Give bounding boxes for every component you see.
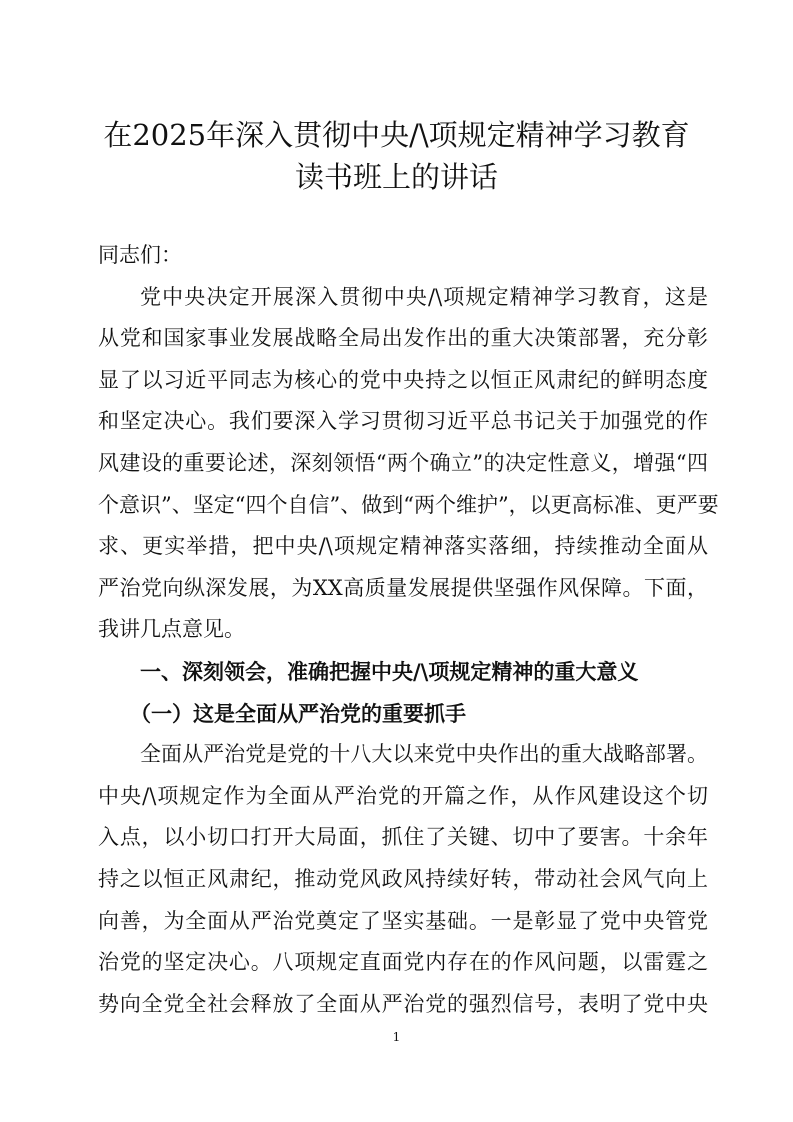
body-line: 和坚定决心。我们要深入学习贯彻习近平总书记关于加强党的作 <box>98 409 708 434</box>
body-line: 持之以恒正风肃纪，推动党风政风持续好转，带动社会风气向上 <box>98 866 708 891</box>
body-line: 入点，以小切口打开大局面，抓住了关键、切中了要害。十余年 <box>98 825 708 850</box>
section-heading: 一、深刻领会，准确把握中央/\项规定精神的重大意义 <box>140 658 639 684</box>
body-line: 向善，为全面从严治党奠定了坚实基础。一是彰显了党中央管党 <box>98 908 708 933</box>
document-title-line-2: 读书班上的讲话 <box>294 160 498 194</box>
body-line: 严治党向纵深发展，为XX高质量发展提供坚强作风保障。下面， <box>98 575 708 600</box>
body-line: 我讲几点意见。 <box>98 617 245 642</box>
body-line: 从党和国家事业发展战略全局出发作出的重大决策部署，充分彰 <box>98 326 708 351</box>
document-title-line-1: 在2025年深入贯彻中央/\项规定精神学习教育 <box>103 118 690 152</box>
document-body <box>98 235 719 1025</box>
body-line: 势向全党全社会释放了全面从严治党的强烈信号，表明了党中央 <box>98 991 708 1016</box>
section-heading: （一）这是全面从严治党的重要抓手 <box>130 700 466 726</box>
body-line: 风建设的重要论述，深刻领悟“两个确立”的决定性意义，增强“四 <box>98 450 708 475</box>
body-line: 中央/\项规定作为全面从严治党的开篇之作，从作风建设这个切 <box>98 783 708 808</box>
body-line: 治党的坚定决心。八项规定直面党内存在的作风问题，以雷霆之 <box>98 950 708 975</box>
body-line: 全面从严治党是党的十八大以来党中央作出的重大战略部署。 <box>140 742 708 767</box>
salutation: 同志们： <box>98 243 182 267</box>
body-line: 求、更实举措，把中央/\项规定精神落实落细，持续推动全面从 <box>98 534 708 559</box>
document-title <box>40 114 753 198</box>
body-line: 个意识”、坚定“四个自信”、做到“两个维护”，以更高标准、更严要 <box>98 492 719 517</box>
page-number: 1 <box>392 1030 401 1044</box>
body-line: 显了以习近平同志为核心的党中央持之以恒正风肃纪的鲜明态度 <box>98 367 708 392</box>
body-line: 党中央决定开展深入贯彻中央/\项规定精神学习教育，这是 <box>140 284 708 309</box>
